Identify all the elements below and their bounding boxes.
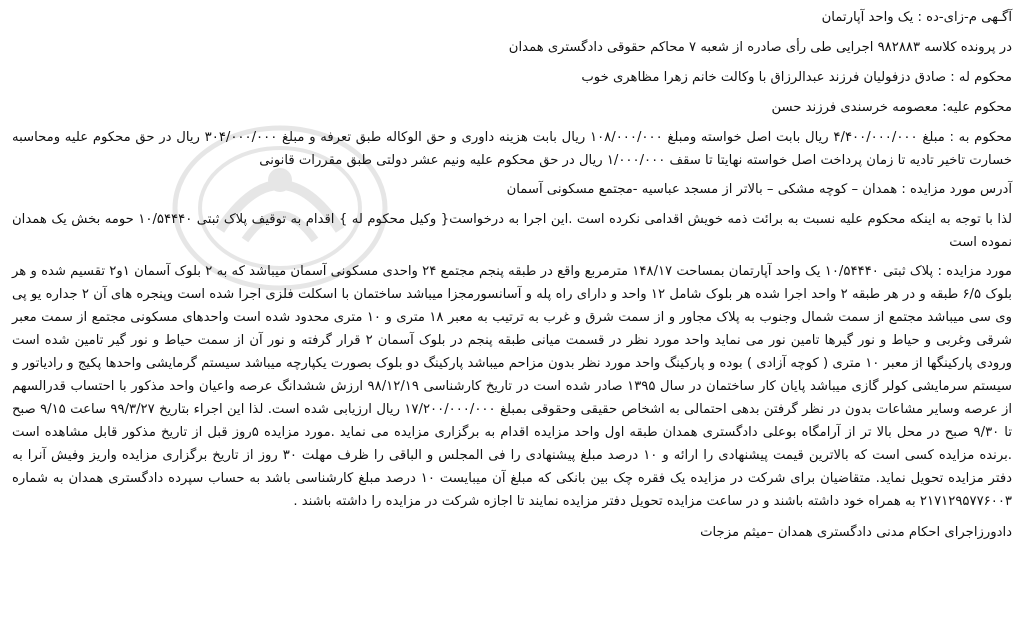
auction-description-paragraph: مورد مزایده : پلاک ثبتی ۱۰/۵۴۴۴۰ یک واحد آپارتمان بمساحت ۱۴۸/۱۷ مترمربع واقع در طبقه پنجم مجتمع ۲۴ واحدی مسکونی آسمان میباشد که به ۲ بلوک آسمان ۱و۲ تقسیم شده و هر بلوک ۶/۵ طبقه و در هر طبقه ۲ واحد اجرا شده هر بلوک شامل ۱۲ واحد و دارای راه پله و آسانسورمجزا میباشد ساختمان با اسکلت فلزی اجرا شده است وپنجره های آن ۲ جداره یو پی وی سی میباشد مجتمع از سمت شمال وجنوب به پلاک مجاور و از سمت شرق و غرب به ترتیب به معبر ۱۸ متری و ۱۰ متری محدود شده است واحدهای مسکونی مجتمع از سمت معبر شرقی وغربی و حیاط و نور گیرها تامین نور می نماید واحد مورد نظر در قسمت میانی طبقه پنجم در بلوک آسمان ۲ قرار گرفته و نور آن از سمت حیاط و نور گیر تامین شده است ورودی پارکینگها از معبر ۱۰ متری ( کوچه آزادی ) بوده و پارکینگ واحد مورد نظر بدون مزاحم میباشد پارکینگ دو بلوک بصورت یکپارچه میباشد سیستم گرمایشی واحدها پکیج و رادیاتور و سیستم سرمایشی کولر گازی میباشد پایان کار ساختمان در سال ۱۳۹۵ صادر شده است در تاریخ کارشناسی ۹۸/۱۲/۱۹ ارزش ششدانگ عرصه واعیان واحد مذکور با احتساب قدرالسهم از عرصه وسایر مشاعات بدون در نظر گرفتن بدهی احتمالی به اشخاص حقیقی وحقوقی بمبلغ ۱۷/۲۰۰/۰۰۰/۰۰۰ ریال ارزیابی شده است. لذا این اجراء بتاریخ ۹۹/۳/۲۷ ساعت ۹/۱۵ صبح تا ۹/۳۰ صبح در محل بالا تر از آرامگاه بوعلی دادگستری همدان طبقه اول واحد مزایده اقدام به برگزاری مزایده می نماید .مورد مزایده ۵روز قبل از تاریخ مذکور قابل مشاهده است .برنده مزایده کسی است که بالاترین قیمت پیشنهادی را ارائه و ۱۰ درصد مبلغ پیشنهادی را فی المجلس و الباقی را ظرف مهلت ۳۰ روز از تاریخ برگزاری مزایده واریز وفیش آنرا به دفتر مزایده تحویل نماید. متقاضیان برای شرکت در مزایده یک فقره چک بین بانکی که مبلغ آن میبایست ۱۰ درصد مبلغ کارشناسی باشد به حساب سپرده دادگستری همدان به شماره ۲۱۷۱۲۹۵۷۷۶۰۰۳ به همراه خود داشته باشند و در ساعت مزایده تحویل دفتر مزایده نمایند تا اجازه شرکت در مزایده را داشته باشند . xyxy=(12,264,1012,509)
case-file-line: در پرونده کلاسه ۹۸۲۸۸۳ اجرایی طی رأی صادره از شعبه ۷ محاکم حقوقی دادگستری همدان xyxy=(508,40,1012,55)
address-line: آدرس مورد مزایده : همدان – کوچه مشکی – بالاتر از مسجد عباسیه -مجتمع مسکونی آسمان xyxy=(506,182,1012,197)
seizure-paragraph: لذا با توجه به اینکه محکوم علیه نسبت به برائت ذمه خویش اقدامی نکرده است .این اجرا به درخواست{ وکیل محکوم له } اقدام به توقیف پلاک ثبتی ۱۰/۵۴۴۴۰ حومه بخش یک همدان نموده است xyxy=(12,212,1013,250)
beneficiary-line: محکوم له : صادق دزفولیان فرزند عبدالرزاق با وکالت خانم زهرا مظاهری خوب xyxy=(581,70,1012,85)
signature-line: دادورزاجرای احکام مدنی دادگستری همدان –میثم مزجات xyxy=(700,525,1012,540)
notice-document xyxy=(12,6,1012,544)
notice-title: آگـهی م-زای-ده : یک واحد آپارتمان xyxy=(821,10,1012,25)
debtor-line: محکوم علیه: معصومه خرسندی فرزند حسن xyxy=(771,100,1012,115)
judgment-paragraph: محکوم به : مبلغ ۴/۴۰۰/۰۰۰/۰۰۰ ریال بابت اصل خواسته ومبلغ ۱۰۸/۰۰۰/۰۰۰ ریال بابت هزینه داوری و حق الوکاله طبق تعرفه و مبلغ ۳۰۴/۰۰۰/۰۰۰ ریال در حق محکوم علیه ومحاسبه خسارت تاخیر تادیه تا زمان پرداخت اصل خواسته نهایتا تا سقف ۱/۰۰۰/۰۰۰ ریال در حق محکوم علیه ونیم عشر دولتی طبق مقررات قانونی xyxy=(12,130,1012,168)
